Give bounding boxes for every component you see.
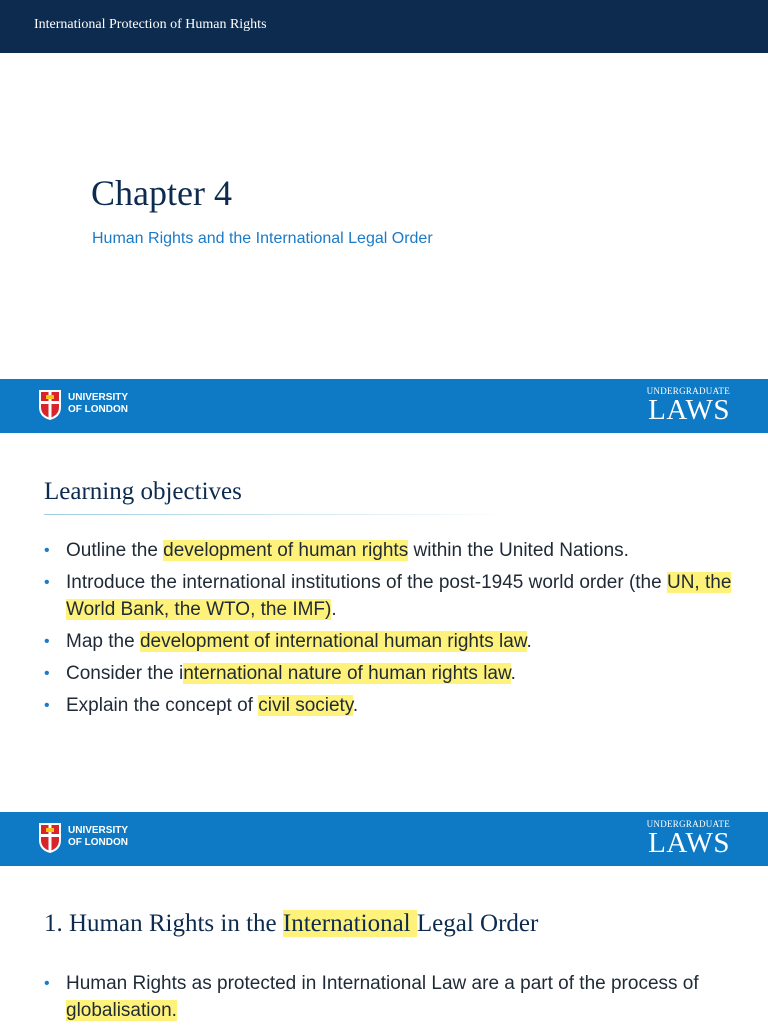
top-header-bar — [0, 0, 768, 53]
chapter-subtitle: Human Rights and the International Legal Order — [92, 230, 433, 247]
learning-objectives-title: Learning objectives — [44, 478, 242, 505]
highlighted-text: development of human rights — [163, 540, 409, 561]
university-of-london-logo — [38, 389, 148, 423]
title-underline — [44, 514, 514, 515]
list-item: • Explain the concept of civil society. — [44, 692, 744, 719]
learning-objectives-list — [44, 537, 744, 724]
uol-line-2: OF LONDON — [68, 404, 128, 415]
chapter-title: Chapter 4 — [91, 173, 232, 213]
highlighted-text: development of international human rights law — [139, 631, 527, 652]
uol-line-1: UNIVERSITY — [68, 392, 129, 403]
highlighted-text: nternational nature of human rights law — [183, 663, 511, 684]
list-item: • Outline the development of human rights within the United Nations. — [44, 537, 744, 564]
list-item: • Consider the international nature of human rights law. — [44, 660, 744, 687]
uol-line-1: UNIVERSITY — [68, 825, 129, 836]
university-of-london-logo — [38, 822, 148, 856]
list-item: • Introduce the international institutions of the post-1945 world order (the UN, the World Bank, the WTO, the IMF). — [44, 569, 744, 623]
highlighted-text: UN, the World Bank, the WTO, the IMF) — [66, 572, 732, 620]
section-1-list — [44, 970, 744, 1029]
university-crest-icon — [38, 822, 62, 854]
header-title: International Protection of Human Rights — [34, 17, 267, 32]
list-item: • Human Rights as protected in International Law are a part of the process of globalisation. — [44, 970, 744, 1024]
university-crest-icon — [38, 389, 62, 421]
list-item: • Map the development of international human rights law. — [44, 628, 744, 655]
uol-line-2: OF LONDON — [68, 837, 128, 848]
branding-band — [0, 812, 768, 866]
branding-band — [0, 379, 768, 433]
laws-small-text: UNDERGRADUATE — [646, 819, 730, 829]
highlighted-text: International — [282, 910, 417, 937]
section-1-title: 1. Human Rights in the International Legal Order — [44, 910, 539, 937]
laws-big-text: LAWS — [648, 827, 730, 859]
laws-big-text: LAWS — [648, 394, 730, 426]
undergraduate-laws-logo — [647, 386, 730, 424]
laws-small-text: UNDERGRADUATE — [646, 386, 730, 396]
highlighted-text: globalisation. — [66, 1000, 177, 1021]
undergraduate-laws-logo — [647, 819, 730, 857]
highlighted-text: civil society — [258, 695, 353, 716]
